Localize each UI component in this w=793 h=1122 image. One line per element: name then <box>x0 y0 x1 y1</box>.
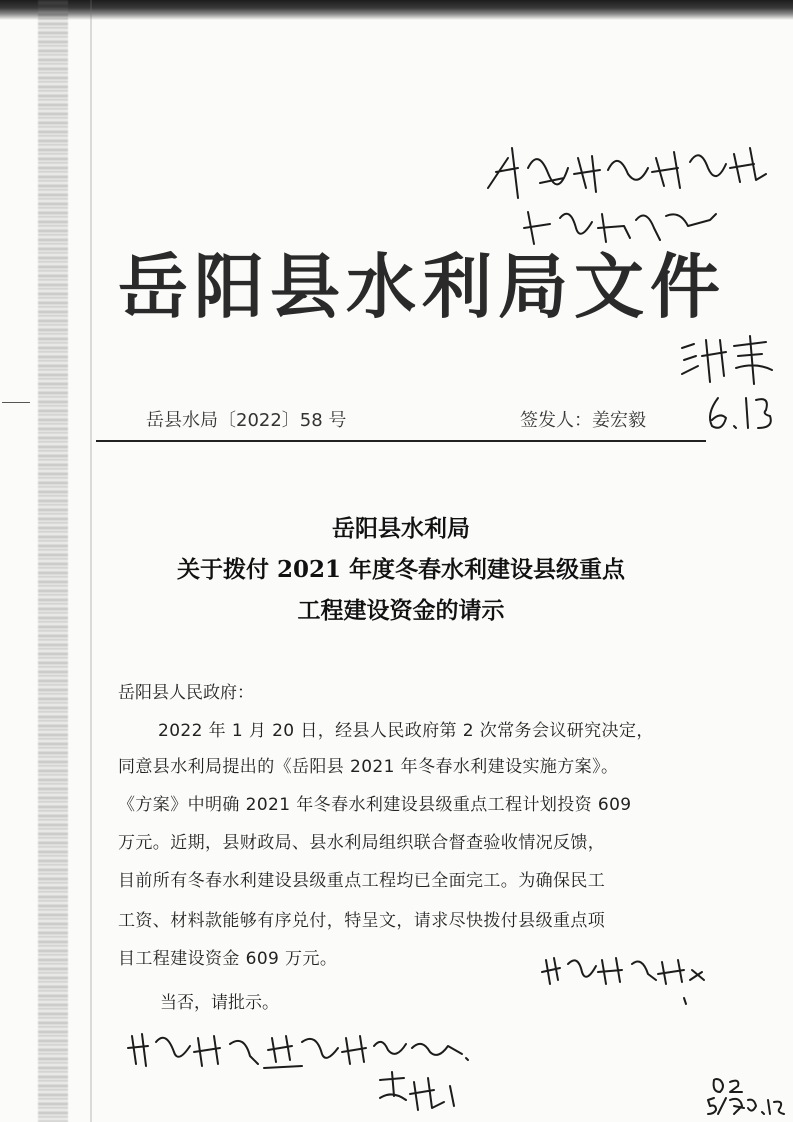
body-line: 同意县水利局提出的《岳阳县 2021 年冬春水利建设实施方案》。 <box>118 757 619 777</box>
handwritten-note-right <box>540 950 710 990</box>
handwritten-signature-bottom <box>374 1068 464 1118</box>
body-line: 工资、材料款能够有序兑付，特呈文，请求尽快拨付县级重点项 <box>118 911 606 931</box>
handwritten-date-mid <box>700 388 780 436</box>
addressee: 岳阳县人民政府： <box>118 683 254 703</box>
subject-line-3: 工程建设资金的请示 <box>297 597 505 624</box>
margin-tick-mark <box>2 402 30 403</box>
letterhead-title: 岳阳县水利局文件 <box>118 245 726 328</box>
header-rule <box>96 440 706 442</box>
handwritten-note-bottom-right-2 <box>704 1094 790 1118</box>
scan-border-top <box>0 0 793 20</box>
closing-line: 当否，请批示。 <box>160 993 279 1013</box>
subject-line-1: 岳阳县水利局 <box>332 515 470 542</box>
document-number: 岳县水局〔2022〕58 号 <box>146 410 347 431</box>
signer-line: 签发人：姜宏毅 <box>520 410 646 431</box>
handwritten-note-bottom-right-1 <box>710 1076 746 1096</box>
scan-binding-shadow <box>38 0 68 1122</box>
scan-edge-line <box>90 0 92 1122</box>
body-line: 万元。近期，县财政局、县水利局组织联合督查验收情况反馈， <box>118 833 606 853</box>
subject-line-2: 关于拨付 2021 年度冬春水利建设县级重点 <box>176 556 626 583</box>
document-subject <box>96 508 706 631</box>
body-line: 2022 年 1 月 20 日，经县人民政府第 2 次常务会议研究决定， <box>158 721 654 741</box>
handwritten-approval-bottom <box>126 1024 476 1074</box>
handwritten-signature-mid <box>676 326 786 390</box>
handwritten-mark <box>676 992 696 1012</box>
body-line: 目工程建设资金 609 万元。 <box>118 949 338 969</box>
handwritten-note-top-right <box>478 128 778 208</box>
body-line: 目前所有冬春水利建设县级重点工程均已全面完工。为确保民工 <box>118 871 606 891</box>
body-line: 《方案》中明确 2021 年冬春水利建设县级重点工程计划投资 609 <box>118 795 632 815</box>
